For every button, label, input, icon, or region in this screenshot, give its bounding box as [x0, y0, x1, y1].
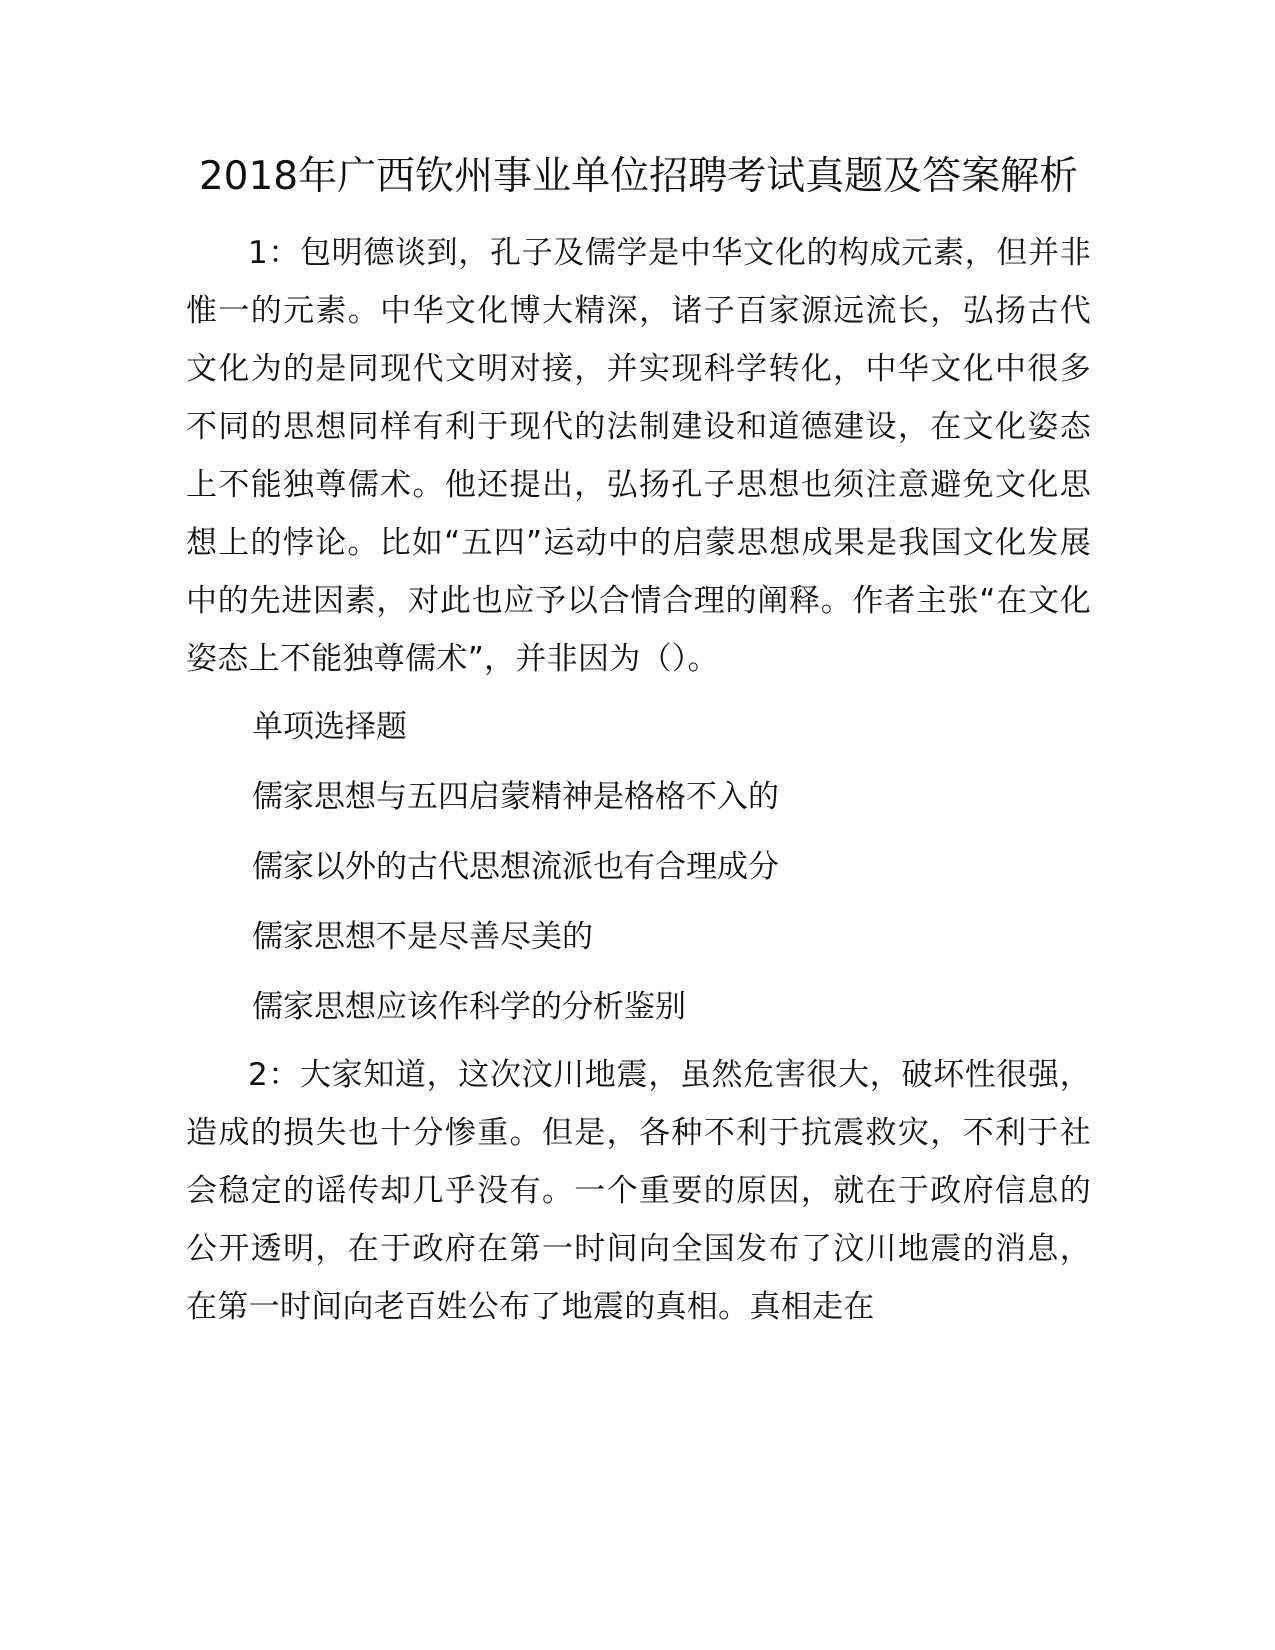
document-content: [186, 150, 1091, 1336]
question-1-option-c: 儒家思想不是尽善尽美的: [252, 919, 593, 955]
question-1-type: 单项选择题: [252, 709, 407, 745]
question-2-text: 2：大家知道，这次汶川地震，虽然危害很大，破坏性很强，造成的损失也十分惨重。但是，各种不利于抗震救灾，不利于社会稳定的谣传却几乎没有。一个重要的原因，就在于政府信息的公开透明，在于政府在第一时间向全国发布了汶川地震的消息，在第一时间向老百姓公布了地震的真相。真相走在: [186, 1057, 1091, 1325]
question-1-option-b: 儒家以外的古代思想流派也有合理成分: [252, 849, 779, 885]
question-1-text: 1：包明德谈到，孔子及儒学是中华文化的构成元素，但并非惟一的元素。中华文化博大精深，诸子百家源远流长，弘扬古代文化为的是同现代文明对接，并实现科学转化，中华文化中很多不同的思想同样有利于现代的法制建设和道德建设，在文化姿态上不能独尊儒术。他还提出，弘扬孔子思想也须注意避免文化思想上的悖论。比如“五四”运动中的启蒙思想成果是我国文化发展中的先进因素，对此也应予以合情合理的阐释。作者主张“在文化姿态上不能独尊儒术”，并非因为（）。: [186, 235, 1091, 677]
question-1-option-a: 儒家思想与五四启蒙精神是格格不入的: [252, 779, 779, 815]
question-1-option-d: 儒家思想应该作科学的分析鉴别: [252, 989, 686, 1025]
document-title: 2018年广西钦州事业单位招聘考试真题及答案解析: [198, 154, 1079, 199]
